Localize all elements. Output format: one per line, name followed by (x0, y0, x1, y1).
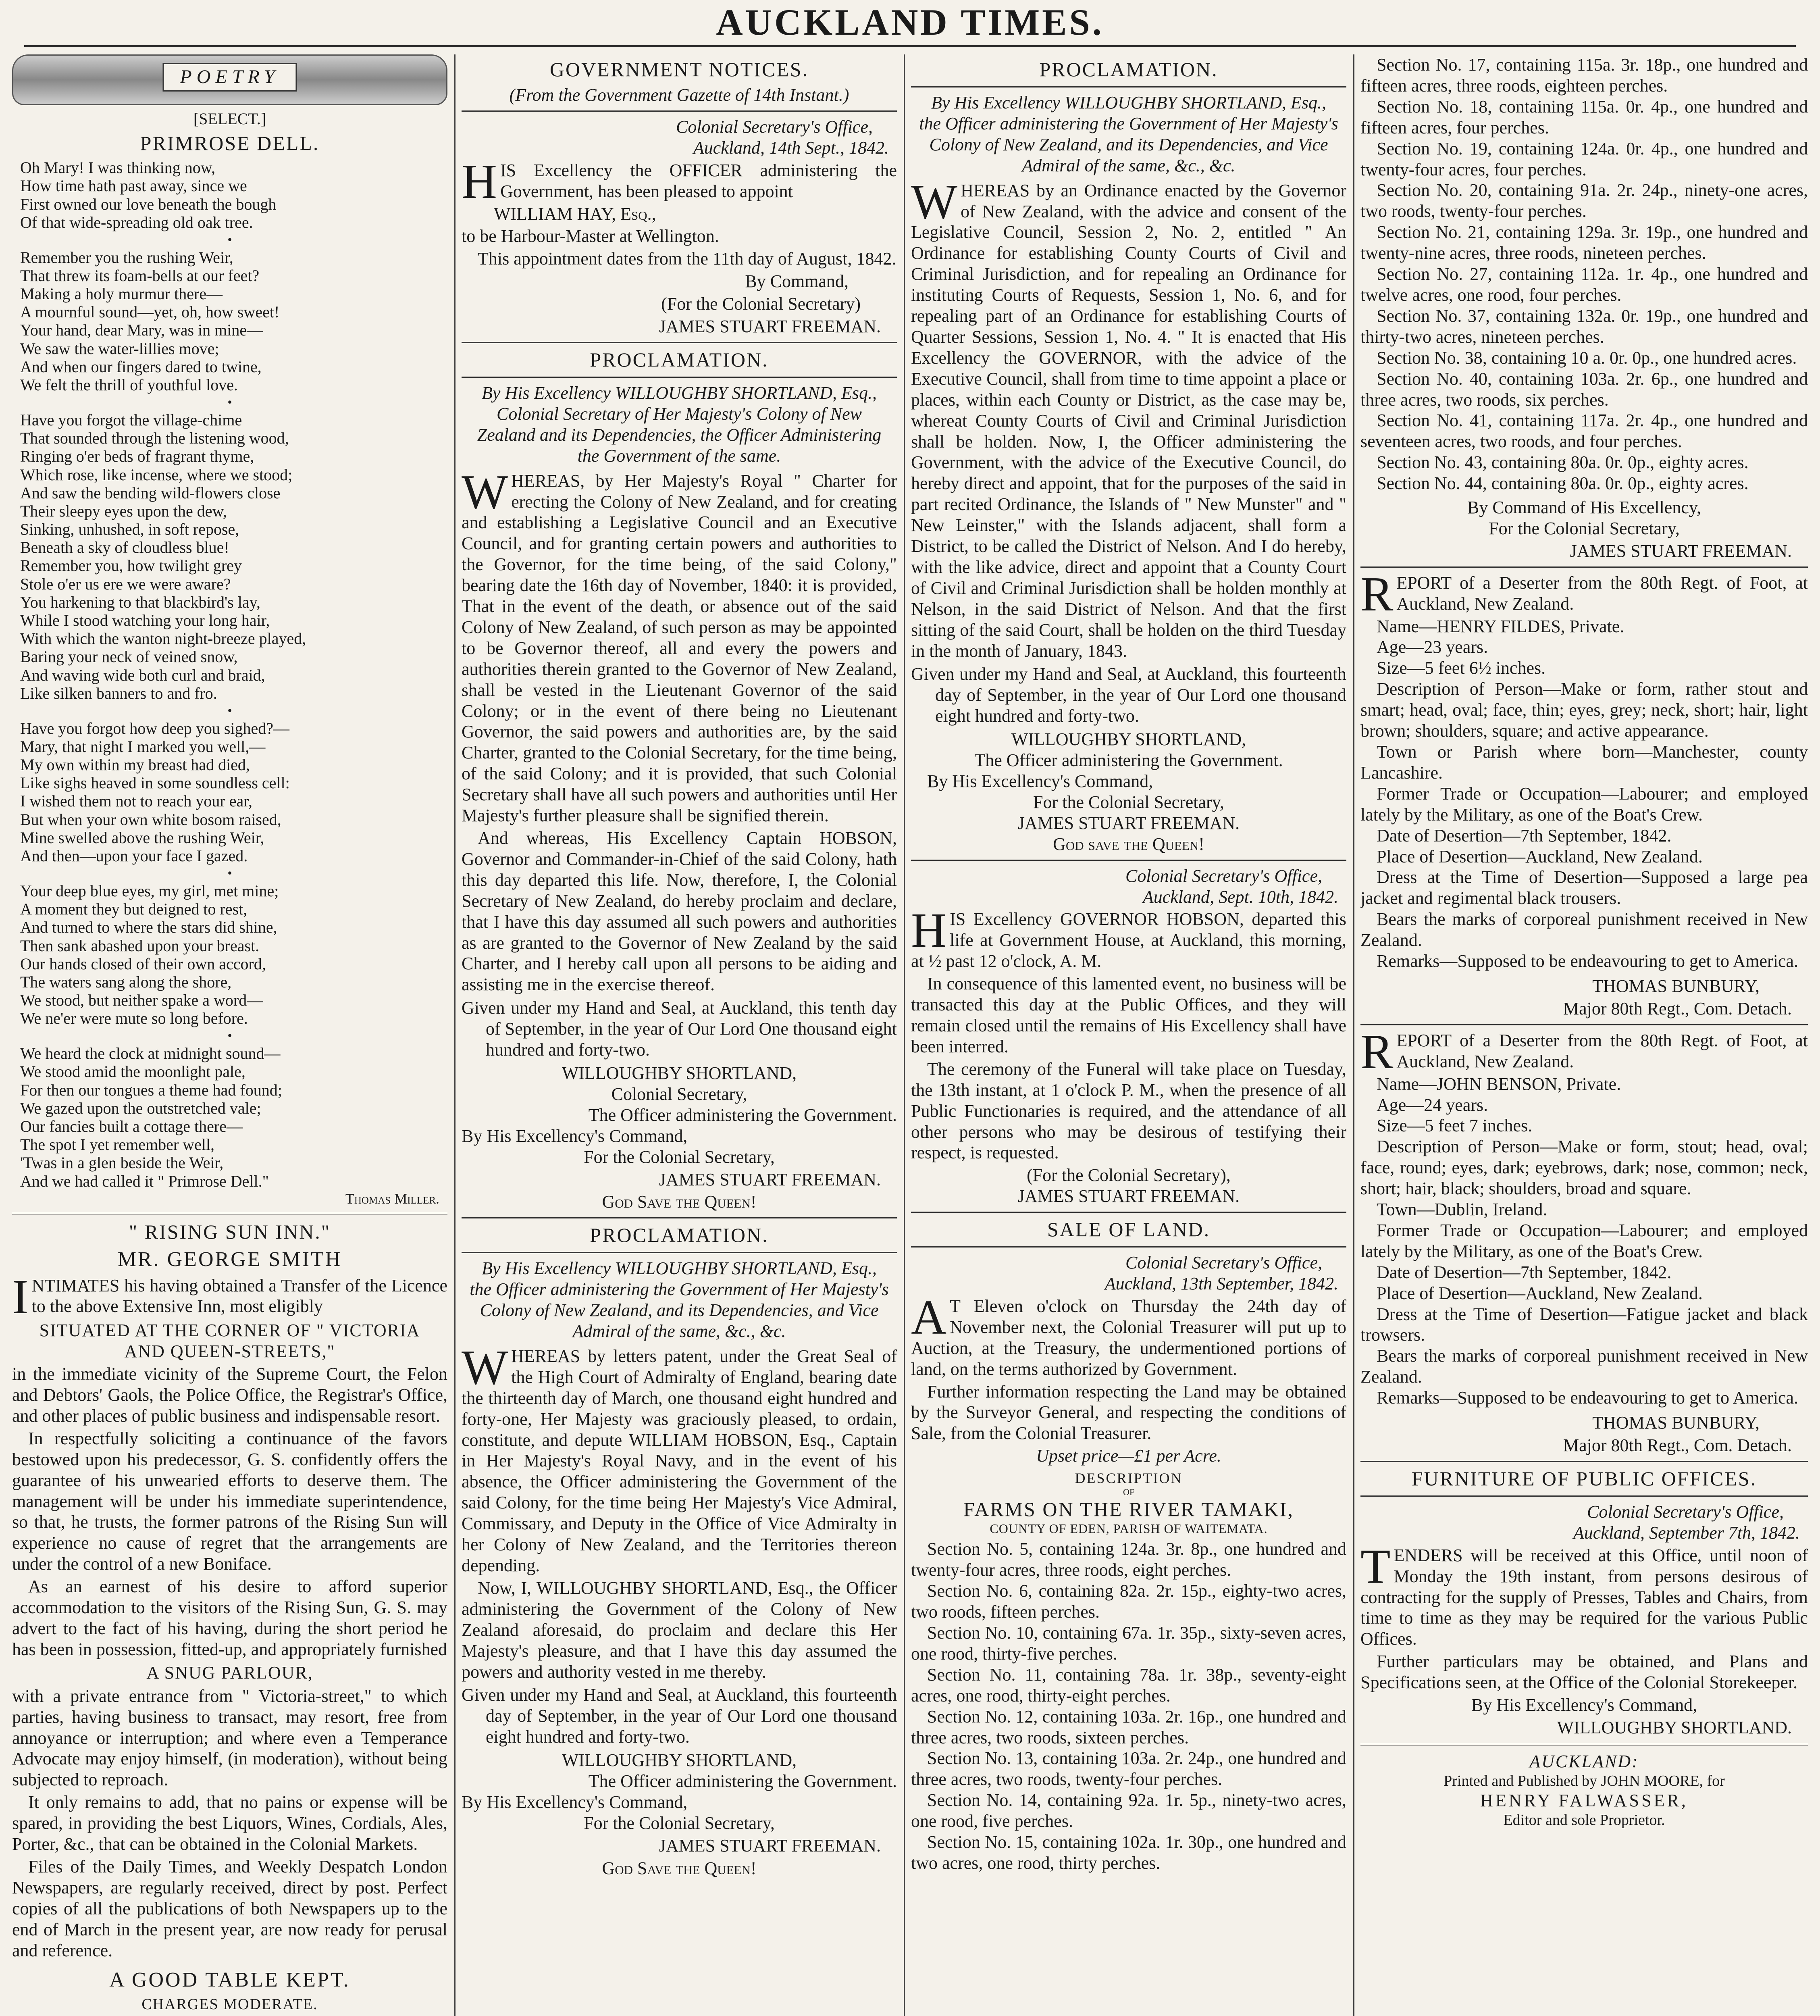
land-section: Section No. 38, containing 10 a. 0r. 0p., one hundred acres. (1377, 348, 1797, 368)
deserter-detail: Size—5 feet 6½ inches. (1377, 658, 1546, 678)
poem-line: Have you forgot how deep you sighed?— (20, 719, 290, 737)
proclamation-text: And whereas, His Excellency Captain HOBSON, Governor and Commander-in-Chief of the said Colony, hath this day departed this life. Now, therefore, I, the Colonial Secretary of New Zealand, do hereby proclaim and declare, that I have this day assumed all such powers and authorities as are granted to the Governor of New Zealand by the said Charter, and I hereby call upon all persons to be aiding and assisting me in the exercise thereof. (462, 828, 897, 995)
signatory-role: The Officer administering the Government. (588, 1105, 897, 1125)
land-section: Section No. 20, containing 91a. 2r. 24p., ninety-one acres, two roods, twenty-four perches. (1360, 180, 1808, 221)
officer-name: THOMAS BUNBURY, (1592, 1413, 1760, 1433)
proclamation-title: PROCLAMATION. (1039, 58, 1218, 81)
divider (1360, 1461, 1808, 1462)
poem-line: Like silken banners to and fro. (20, 684, 217, 702)
of-label: OF (1123, 1487, 1135, 1497)
deserter-detail: Name—JOHN BENSON, Private. (1377, 1074, 1621, 1094)
proclamation-by: By His Excellency WILLOUGHBY SHORTLAND, Esq., Colonial Secretary of Her Majesty's Colony of New Zealand and its Dependencies, the Officer Administering the Government of the same. (477, 383, 882, 466)
deserter-detail: Place of Desertion—Auckland, New Zealand. (1377, 1283, 1703, 1303)
poem-line: We felt the thrill of youthful love. (20, 376, 238, 394)
drop-cap: A (911, 1290, 947, 1345)
sale-body: T Eleven o'clock on Thursday the 24th day of November next, the Colonial Treasurer will put up to Auction, at the Treasury, the undermentioned portions of land, on the terms authorized by Government. (911, 1296, 1346, 1379)
poem-line: Which rose, like incense, where we stood; (20, 465, 293, 484)
land-section: Section No. 6, containing 82a. 2r. 15p., eighty-two acres, two roods, fifteen perches. (911, 1581, 1346, 1622)
divider (12, 1213, 447, 1214)
land-section: Section No. 21, containing 129a. 3r. 19p., one hundred and twenty-nine acres, three roods, nineteen perches. (1360, 222, 1808, 263)
imprint-line: Printed and Published by JOHN MOORE, for (1444, 1772, 1725, 1789)
stanza-separator: • (227, 232, 232, 247)
poem-line: And waving wide both curl and braid, (20, 666, 265, 684)
appointment-text-3: This appointment dates from the 11th day of August, 1842. (478, 249, 896, 269)
poem-line: Then sank abashed upon your breast. (20, 936, 260, 955)
drop-cap: R (1360, 566, 1394, 621)
upset-price: Upset price—£1 per Acre. (1036, 1446, 1221, 1466)
signatory: WILLOUGHBY SHORTLAND, (562, 1063, 797, 1083)
deserter-heading: EPORT of a Deserter from the 80th Regt. of Foot, at Auckland, New Zealand. (1396, 573, 1808, 614)
land-section: Section No. 5, containing 124a. 3r. 8p., one hundred and twenty-four acres, three roods, eight perches. (911, 1539, 1346, 1580)
stanza-separator: • (227, 703, 232, 718)
proclamation-body: HEREAS, by Her Majesty's Royal " Charter for erecting the Colony of New Zealand, and for creating and establishing a Legislative Council and an Executive Council, and for granting certain powers and authorities to the Governor, for the time being, of the said Colony," bearing date the 16th day of November, 1840: it is provided, That in the event of the death, or absence out of the said Colony of New Zealand, of such person as may be appointed to be Governor thereof, all and every the powers and authorities therein granted to the Governor of New Zealand, shall be vested in the Lieutenant Governor of the said Colony; or in the event of there being no Lieutenant Governor, the said powers and authorities are, by the said Charter, granted to the Colonial Secretary, for the time being, of the said Colony; and it is provided, that such Colonial Secretary shall have all such powers and authorities until Her Majesty's further pleasure shall be signified therein. (462, 471, 897, 826)
deserter-detail: Dress at the Time of Desertion—Fatigue jacket and black trowsers. (1360, 1304, 1808, 1345)
stanza-separator: • (227, 866, 232, 881)
poem-line: Like sighs heaved in some soundless cell: (20, 774, 290, 792)
officer-title: Major 80th Regt., Com. Detach. (1563, 998, 1792, 1018)
poem-line: Have you forgot the village-chime (20, 410, 242, 429)
poem-line: Oh Mary! I was thinking now, (20, 158, 216, 177)
poem-line: And turned to where the stars did shine, (20, 918, 277, 937)
land-section: Section No. 13, containing 103a. 2r. 24p., one hundred and three acres, two roods, twenty-four perches. (911, 1748, 1346, 1789)
poem-line: The waters sang along the shore, (20, 973, 232, 991)
poem-line: 'Twas in a glen beside the Weir, (20, 1154, 224, 1172)
imprint-line: Editor and sole Proprietor. (1503, 1811, 1665, 1829)
drop-cap: H (911, 903, 947, 958)
imprint-place: AUCKLAND: (1529, 1751, 1639, 1771)
for-secretary: (For the Colonial Secretary) (661, 294, 861, 314)
divider (911, 86, 1346, 87)
proprietor-name: MR. GEORGE SMITH (117, 1248, 342, 1271)
deserter-detail: Description of Person—Make or form, rather stout and smart; head, oval; face, thin; eyes, grey; neck, short; hair, light brown; shoulders, square; and active appearance. (1360, 679, 1808, 741)
proclamation-body: HEREAS by letters patent, under the Great Seal of the High Court of Admiralty of England, bearing date the thirteenth day of March, one thousand eight hundred and forty-one, Her Majesty was graciously pleased, to ordain, constitute, and depute WILLIAM HOBSON, Esq., Captain in Her Majesty's Royal Navy, and in the event of his absence, the Officer administering the Government of the said Colony, for the time being Her Majesty's Vice Admiral, Commissary, and Deputy in the Office of Vice Admiralty in her Colony of New Zealand, and the Territories thereon depending. (462, 1346, 897, 1575)
poem-line: With which the wanton night-breeze played, (20, 629, 306, 648)
poem-line: How time hath past away, since we (20, 177, 247, 195)
tender-text-2: Further particulars may be obtained, and Plans and Specifications seen, at the Office of the Colonial Storekeeper. (1360, 1652, 1808, 1693)
inn-paragraph: In respectfully soliciting a continuance of the favors bestowed upon his predecessor, G. S. confidently offers the guarantee of his unwearied efforts to deserve them. The management will be under his immediate superintendence, so that, he trusts, the former patrons of the Rising Sun will experience no cause of regret that the arrangements are under the control of a new Boniface. (12, 1428, 447, 1574)
poem-line: We ne'er were mute so long before. (20, 1009, 248, 1028)
by-command: By His Excellency's Command, (462, 1126, 688, 1146)
poem-line: That threw its foam-bells at our feet? (20, 266, 260, 285)
land-section: Section No. 18, containing 115a. 0r. 4p., one hundred and fifteen acres, four perches. (1360, 96, 1808, 137)
section-list (1360, 54, 1808, 494)
secretary-name: JAMES STUART FREEMAN. (659, 1169, 881, 1189)
proclamation-body: HEREAS by an Ordinance enacted by the Governor of New Zealand, with the advice and consent of the Legislative Council, Session 2, No. 2, entitled " An Ordinance for establishing County Courts of Civil and Criminal Jurisdiction, and for repealing an Ordinance for instituting Courts of Requests, Session 1, No. 6, and for repealing part of an Ordinance for establishing Courts of Quarter Sessions, Session 1, No. 4. " It is enacted that His Excellency the GOVERNOR, with the advice of the Executive Council, shall from time to time appoint a place or places, within each County or District, as the case may be, whereat County Courts of Civil and Criminal Jurisdiction shall be holden. Now, I, the Officer administering the Government, with the advice of the Executive Council, do hereby direct and appoint, that for the purposes of the said in part recited Ordinance, the Islands of " New Munster" and " New Leinster," with the Islands adjacent, shall form a District, to be called the District of Nelson. And I do hereby, with the like advice, direct and appoint that a County Court of Civil and Criminal Jurisdiction shall be holden monthly at Nelson, in the said District of Nelson. And that the first sitting of the said Court, shall be holden on the third Tuesday in the month of January, 1843. (911, 180, 1346, 661)
land-section: Section No. 41, containing 117a. 2r. 4p., one hundred and seventeen acres, two roods, and four perches. (1360, 410, 1808, 452)
poetry-banner (12, 54, 447, 105)
situated-line-2: AND QUEEN-STREETS," (124, 1341, 335, 1362)
divider (911, 860, 1346, 861)
snug-parlour: A SNUG PARLOUR, (146, 1662, 313, 1683)
land-section: Section No. 10, containing 67a. 1r. 35p., sixty-seven acres, one rood, thirty-five perches. (911, 1622, 1346, 1664)
land-section: Section No. 19, containing 124a. 0r. 4p., one hundred and twenty-four acres, four perches. (1360, 138, 1808, 179)
divider (1360, 566, 1808, 568)
appointee: WILLIAM HAY, Esq., (494, 204, 656, 224)
furniture-title: FURNITURE OF PUBLIC OFFICES. (1411, 1467, 1757, 1490)
poem-line: That sounded through the listening wood, (20, 429, 289, 448)
signatory-role: The Officer administering the Government. (588, 1771, 897, 1791)
divider (462, 1217, 897, 1218)
office-date: Auckland, 13th September, 1842. (1104, 1274, 1338, 1294)
secretary-name: JAMES STUART FREEMAN. (1017, 1186, 1240, 1206)
poem-line: Our hands closed of their own accord, (20, 954, 266, 973)
divider (462, 377, 897, 378)
land-section: Section No. 27, containing 112a. 1r. 4p., one hundred and twelve acres, one rood, four perches. (1360, 264, 1808, 305)
poem-title: PRIMROSE DELL. (140, 132, 320, 155)
for-secretary: For the Colonial Secretary, (584, 1813, 775, 1833)
poem-line: And we had called it " Primrose Dell." (20, 1172, 269, 1190)
deserter-details-2 (1360, 1074, 1808, 1409)
poem-line: Remember you the rushing Weir, (20, 248, 233, 267)
for-secretary: For the Colonial Secretary, (1033, 792, 1224, 812)
drop-cap: W (462, 464, 508, 519)
poem-line: A mournful sound—yet, oh, how sweet! (20, 303, 280, 321)
by-command: By Command of His Excellency, (1467, 498, 1701, 518)
tender-body: ENDERS will be received at this Office, until noon of Monday the 19th instant, from persons desirous of contracting for the supply of Presses, Tables and Chairs, from time to time as they may be required for the various Public Offices. (1360, 1545, 1808, 1649)
deserter-detail: Remarks—Supposed to be endeavouring to get to America. (1377, 1388, 1798, 1408)
drop-cap: W (911, 174, 958, 229)
poem-line: Making a holy murmur there— (20, 285, 223, 303)
secretary-name: JAMES STUART FREEMAN. (1570, 541, 1792, 561)
appointment-text-2: to be Harbour-Master at Wellington. (462, 226, 719, 246)
poem-line: You harkening to that blackbird's lay, (20, 593, 261, 611)
proclamation-title: PROCLAMATION. (590, 1224, 769, 1247)
poem-line: And saw the bending wild-flowers close (20, 483, 281, 502)
poem-line: We saw the water-lillies move; (20, 339, 219, 358)
deserter-detail: Bears the marks of corporeal punishment received in New Zealand. (1360, 909, 1808, 950)
signatory-role: The Officer administering the Government. (974, 750, 1283, 771)
appointment-body: IS Excellency the OFFICER administering the Government, has been pleased to appoint (500, 160, 897, 201)
inn-location: in the immediate vicinity of the Supreme Court, the Felon and Debtors' Gaols, the Police Office, the Registrar's Office, and other places of public business and indispensable resort. (12, 1364, 447, 1426)
deserter-detail: Dress at the Time of Desertion—Supposed a large pea jacket and regimental black trousers. (1360, 867, 1808, 908)
office-heading: Colonial Secretary's Office, (1125, 866, 1322, 886)
column-rule (904, 54, 905, 2016)
deserter-heading: EPORT of a Deserter from the 80th Regt. of Foot, at Auckland, New Zealand. (1396, 1030, 1808, 1071)
stanza-separator: • (227, 395, 232, 410)
secretary-name: JAMES STUART FREEMAN. (659, 317, 881, 337)
poem-line: We gazed upon the outstretched vale; (20, 1099, 261, 1117)
officer-title: Major 80th Regt., Com. Detach. (1563, 1435, 1792, 1455)
deserter-detail: Date of Desertion—7th September, 1842. (1377, 825, 1672, 846)
poem-line: Our fancies built a cottage there— (20, 1117, 243, 1135)
proclamation-given: Given under my Hand and Seal, at Auckland, this fourteenth day of September, in the year of Our Lord one thousand eight hundred and forty-two. (911, 664, 1346, 726)
proclamation-text: Now, I, WILLOUGHBY SHORTLAND, Esq., the Officer administering the Government of the Colony of New Zealand aforesaid, do proclaim and declare this Her Majesty's pleasure, and that I have this day assumed the powers and authority vested in me thereby. (462, 1578, 897, 1682)
poem-line: A moment they but deigned to rest, (20, 900, 248, 918)
poem-line: Of that wide-spreading old oak tree. (20, 213, 253, 231)
inn-intro-text: NTIMATES his having obtained a Transfer of the Licence to the above Extensive Inn, most eligibly (31, 1275, 447, 1316)
select-label: [SELECT.] (193, 110, 266, 128)
land-section: Section No. 12, containing 103a. 2r. 16p., one hundred and three acres, two roods, sixteen perches. (911, 1706, 1346, 1747)
by-command: By Command, (745, 271, 849, 292)
inn-paragraph: Files of the Daily Times, and Weekly Despatch London Newspapers, are regularly received, direct by post. Perfect copies of all the publications of both Newspapers up to the end of March in the present year, are now ready for perusal and reference. (12, 1856, 447, 1960)
poem-line: And then—upon your face I gazed. (20, 847, 248, 865)
poem-line: Mary, that night I marked you well,— (20, 737, 266, 756)
land-section: Section No. 14, containing 92a. 1r. 5p., ninety-two acres, one rood, five perches. (911, 1790, 1346, 1831)
deserter-details-1 (1360, 616, 1808, 972)
good-table: A GOOD TABLE KEPT. (109, 1968, 350, 1991)
office-heading: Colonial Secretary's Office, (1587, 1502, 1784, 1522)
poem-line: Stole o'er us ere we were aware? (20, 575, 231, 593)
column-rule (454, 54, 456, 2016)
signatory-title: Colonial Secretary, (611, 1084, 747, 1104)
proclamation-title: PROCLAMATION. (590, 348, 769, 371)
masthead-rule (24, 45, 1796, 47)
poem-author: Thomas Miller. (345, 1190, 439, 1207)
proclamation-given: Given under my Hand and Seal, at Auckland, this tenth day of September, in the year of Our Lord One thousand eight hundred and forty-two. (462, 998, 897, 1060)
deserter-report-1 (1360, 566, 1808, 621)
hobson-text: The ceremony of the Funeral will take place on Tuesday, the 13th instant, at 1 o'clock P. M., when the presence of all Public Functionaries is required, and the attendance of all other persons who may be desirous of testifying their respect, is requested. (911, 1059, 1346, 1163)
deserter-detail: Description of Person—Make or form, stout; head, oval; face, round; eyes, dark; eyebrows, dark; nose, common; neck, short; hair, black; shoulders, broad and square. (1360, 1137, 1808, 1199)
proclamation-text (911, 174, 1346, 662)
divider (911, 1212, 1346, 1213)
divider (462, 342, 897, 343)
poem-line: While I stood watching your long hair, (20, 611, 270, 629)
drop-cap: T (1360, 1539, 1391, 1594)
proclamation-by: By His Excellency WILLOUGHBY SHORTLAND, Esq., the Officer administering the Government of Her Majesty's Colony of New Zealand, and its Dependencies, and Vice Admiral of the same, &c., &c. (919, 93, 1338, 175)
secretary-name: JAMES STUART FREEMAN. (1017, 813, 1240, 833)
poem (12, 158, 447, 1190)
inn-paragraph: with a private entrance from " Victoria-street," to which parties, having business to transact, may resort, free from annoyance or interruption; and where even a Temperance Advocate may enjoy himself, (in moderation), without being subjected to reproach. (12, 1686, 447, 1790)
poem-line: The spot I yet remember well, (20, 1135, 215, 1154)
poem-line: First owned our love beneath the bough (20, 195, 277, 213)
deserter-detail: Bears the marks of corporeal punishment received in New Zealand. (1360, 1346, 1808, 1387)
divider (462, 110, 897, 112)
tender-text (1360, 1539, 1808, 1650)
appointment-text (462, 154, 897, 209)
poem-line: For then our tongues a theme had found; (20, 1081, 282, 1099)
poem-line: I wished them not to reach your ear, (20, 792, 252, 810)
column-1 (12, 54, 447, 2016)
poem-line: Ringing o'er beds of fragrant thyme, (20, 447, 254, 466)
poem-line: Your hand, dear Mary, was in mine— (20, 321, 263, 339)
by-command: By His Excellency's Command, (927, 771, 1153, 791)
charges-moderate: CHARGES MODERATE. (141, 1995, 318, 2013)
divider (911, 1246, 1346, 1248)
hobson-notice (911, 903, 1346, 972)
office-date: Auckland, 14th Sept., 1842. (693, 137, 889, 158)
poem-line: We heard the clock at midnight sound— (20, 1044, 281, 1063)
poem-line: Remember you, how twilight grey (20, 556, 242, 575)
proclamation-given: Given under my Hand and Seal, at Auckland, this fourteenth day of September, in the year of Our Lord one thousand eight hundred and forty-two. (462, 1685, 897, 1747)
poem-line: We stood, but neither spake a word— (20, 991, 263, 1010)
section-list (911, 1539, 1346, 1874)
drop-cap: R (1360, 1024, 1394, 1079)
divider (462, 1252, 897, 1253)
deserter-detail: Name—HENRY FILDES, Private. (1377, 616, 1624, 636)
by-command: By His Excellency's Command, (462, 1792, 688, 1812)
secretary-name: JAMES STUART FREEMAN. (659, 1835, 881, 1856)
inn-paragraph: It only remains to add, that no pains or expense will be spared, in providing the best Liquors, Wines, Cordials, Ales, Porter, &c., that can be obtained in the Colonial Markets. (12, 1792, 447, 1854)
column-3 (911, 54, 1346, 2016)
deserter-detail: Former Trade or Occupation—Labourer; and employed lately by the Military, as one of the Boat's Crew. (1360, 1220, 1808, 1261)
proclamation-text (462, 1340, 897, 1576)
column-2 (462, 54, 897, 2016)
land-section: Section No. 44, containing 80a. 0r. 0p., eighty acres. (1377, 473, 1749, 494)
inn-intro (12, 1269, 447, 1324)
imprint-publisher: HENRY FALWASSER, (1480, 1790, 1688, 1810)
poem-line: Their sleepy eyes upon the dew, (20, 502, 227, 520)
land-section: Section No. 40, containing 103a. 2r. 6p., one hundred and three acres, two roods, six perches. (1360, 369, 1808, 410)
divider (1360, 1744, 1808, 1745)
poetry-banner-label: POETRY (162, 63, 297, 92)
office-heading: Colonial Secretary's Office, (676, 117, 873, 137)
god-save-queen: God save the Queen! (1053, 834, 1204, 854)
divider (1360, 1024, 1808, 1025)
land-section: Section No. 17, containing 115a. 3r. 18p., one hundred and fifteen acres, three roods, eighteen perches. (1360, 55, 1808, 96)
land-section: Section No. 11, containing 78a. 1r. 38p., seventy-eight acres, one rood, thirty-eight perches. (911, 1664, 1346, 1706)
masthead: AUCKLAND TIMES. (716, 2, 1104, 43)
hobson-body: IS Excellency GOVERNOR HOBSON, departed this life at Government House, at Auckland, this morning, at ½ past 12 o'clock, A. M. (911, 909, 1346, 971)
deserter-detail: Size—5 feet 7 inches. (1377, 1116, 1533, 1136)
poem-line: Beneath a sky of cloudless blue! (20, 538, 229, 557)
inn-title: " RISING SUN INN." (129, 1220, 331, 1243)
for-secretary: (For the Colonial Secretary), (1027, 1165, 1231, 1185)
sale-title: SALE OF LAND. (1047, 1218, 1211, 1241)
deserter-detail: Age—23 years. (1377, 637, 1488, 657)
god-save-queen: God Save the Queen! (602, 1192, 757, 1212)
deserter-detail: Age—24 years. (1377, 1095, 1488, 1115)
deserter-detail: Remarks—Supposed to be endeavouring to get to America. (1377, 951, 1798, 971)
poem-line: We stood amid the moonlight pale, (20, 1062, 245, 1081)
poem-line: My own within my breast had died, (20, 756, 250, 774)
inn-paragraph: As an earnest of his desire to afford superior accommodation to the visitors of the Rising Sun, G. S. may advert to the fact of his having, during the short period he has been in possession, fitted-up, and appropriately furnished (12, 1577, 447, 1659)
sale-text-2: Further information respecting the Land may be obtained by the Surveyor General, and respecting the conditions of Sale, from the Colonial Treasurer. (911, 1381, 1346, 1443)
column-rule (1353, 54, 1354, 2016)
proclamation-by: By His Excellency WILLOUGHBY SHORTLAND, Esq., the Officer administering the Government of Her Majesty's Colony of New Zealand, and its Dependencies, and Vice Admiral of the same, &c., &c. (470, 1258, 889, 1341)
hobson-text: In consequence of this lamented event, no business will be transacted this day at the Public Offices, and they will remain closed until the remains of His Excellency shall have been interred. (911, 974, 1346, 1056)
officer-name: THOMAS BUNBURY, (1592, 976, 1760, 996)
poem-line: Baring your neck of veined snow, (20, 648, 238, 666)
sale-text (911, 1290, 1346, 1380)
by-command: By His Excellency's Command, (1471, 1695, 1697, 1715)
god-save-queen: God Save the Queen! (602, 1858, 757, 1878)
poem-line: But when your own white bosom raised, (20, 810, 281, 829)
signatory: WILLOUGHBY SHORTLAND. (1557, 1717, 1792, 1737)
for-secretary: For the Colonial Secretary, (584, 1147, 775, 1167)
drop-cap: H (462, 154, 497, 209)
deserter-detail: Town or Parish where born—Manchester, county Lancashire. (1360, 742, 1808, 783)
description-label: DESCRIPTION (1075, 1470, 1183, 1487)
signatory: WILLOUGHBY SHORTLAND, (1011, 729, 1246, 750)
poem-line: Your deep blue eyes, my girl, met mine; (20, 881, 279, 900)
drop-cap: I (12, 1269, 29, 1324)
deserter-detail: Date of Desertion—7th September, 1842. (1377, 1262, 1672, 1282)
deserter-report-2 (1360, 1024, 1808, 1079)
for-secretary: For the Colonial Secretary, (1489, 518, 1680, 538)
divider (1360, 1495, 1808, 1497)
poem-line: Sinking, unhushed, in soft repose, (20, 520, 239, 539)
situated-line-1: SITUATED AT THE CORNER OF " VICTORIA (39, 1320, 420, 1341)
deserter-detail: Place of Desertion—Auckland, New Zealand. (1377, 846, 1703, 866)
deserter-detail: Town—Dublin, Ireland. (1377, 1200, 1548, 1220)
office-date: Auckland, Sept. 10th, 1842. (1142, 887, 1338, 907)
drop-cap: W (462, 1340, 508, 1395)
land-section: Section No. 37, containing 132a. 0r. 19p., one hundred and thirty-two acres, nineteen perches. (1360, 306, 1808, 347)
notices-subtitle: (From the Government Gazette of 14th Instant.) (509, 85, 849, 105)
office-heading: Colonial Secretary's Office, (1125, 1253, 1322, 1273)
land-section: Section No. 43, containing 80a. 0r. 0p., eighty acres. (1377, 452, 1749, 473)
office-date: Auckland, September 7th, 1842. (1573, 1522, 1800, 1543)
notices-title: GOVERNMENT NOTICES. (549, 58, 809, 81)
deserter-detail: Former Trade or Occupation—Labourer; and employed lately by the Military, as one of the Boat's Crew. (1360, 783, 1808, 825)
poem-line: Mine swelled above the rushing Weir, (20, 828, 264, 847)
land-section: Section No. 15, containing 102a. 1r. 30p., one hundred and two acres, one rood, thirty perches. (911, 1832, 1346, 1873)
county-label: COUNTY OF EDEN, PARISH OF WAITEMATA. (990, 1521, 1268, 1536)
proclamation-text (462, 464, 897, 826)
column-4 (1360, 54, 1808, 2016)
signatory: WILLOUGHBY SHORTLAND, (562, 1750, 797, 1770)
stanza-separator: • (227, 1028, 232, 1043)
farms-title: FARMS ON THE RIVER TAMAKI, (963, 1497, 1294, 1520)
poem-line: And when our fingers dared to twine, (20, 357, 262, 376)
